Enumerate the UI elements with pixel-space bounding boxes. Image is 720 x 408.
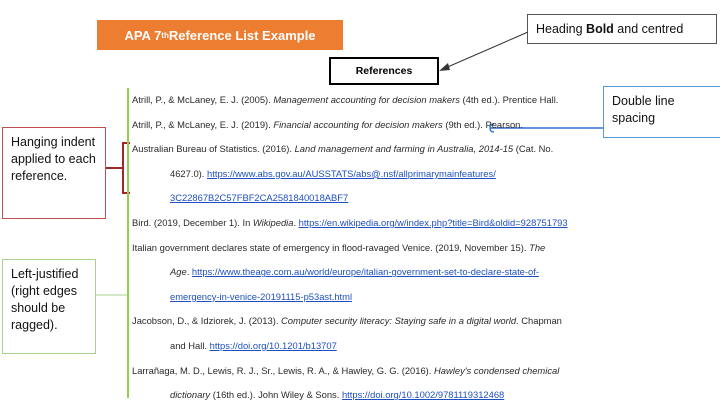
ref4-link[interactable]: https://en.wikipedia.org/w/index.php?title=Bird&oldid=928751793 [298,216,568,228]
ref3-link-cont[interactable]: 3C22867B2C57FBF2CA2581840018ABF7 [170,192,349,204]
callout-hanging-indent: Hanging indent applied to each reference. [2,127,106,219]
ref6-rest: . Chapman [516,315,562,327]
ref5-source-cont: Age [170,266,187,278]
reference-line-indented [132,186,600,211]
ref7-title: Hawley's condensed chemical [434,364,560,376]
ref5-link[interactable]: https://www.theage.com.au/world/europe/italian-government-set-to-declare-state-of- [191,266,539,278]
callout-double-spacing: Double line spacing [603,86,720,138]
ref3-title: Land management and farming in Australia, 2014-15 [294,143,514,155]
ref3-catno: 4627.0). [170,167,208,179]
ref2-authors: Atrill, P., & McLaney, E. J. (2019). [132,118,274,130]
reference-line-indented [132,334,600,359]
banner-title-rest: Reference List Example [168,27,316,43]
ref7-rest: (16th ed.). John Wiley & Sons. [210,389,342,401]
ref5-link-cont[interactable]: emergency-in-venice-20191115-p53ast.html [170,290,353,302]
ref4-authors: Bird. (2019, December 1). In [132,216,253,228]
heading-arrow-line [443,32,528,69]
ref2-rest: (9th ed.). Pearson. [442,118,523,130]
reference-list [132,88,600,408]
callout-heading-pre: Heading [536,22,587,36]
ref4-title: Wikipedia [252,216,294,228]
ref3-link[interactable]: https://www.abs.gov.au/AUSSTATS/abs@.nsf/allprimarymainfeatures/ [207,167,496,179]
reference-line [132,88,600,113]
reference-line [132,137,600,162]
left-margin-line [127,88,129,398]
ref6-authors: Jacobson, D., & Idziorek, J. (2013). [132,315,282,327]
reference-line [132,236,600,261]
reference-line-indented [132,383,600,408]
ref3-rest: (Cat. No. [513,143,554,155]
reference-line-indented [132,162,600,187]
ref5-source: The [529,241,546,253]
callout-heading-bold: Bold [586,22,614,36]
ref6-publisher: and Hall. [170,339,210,351]
ref6-link[interactable]: https://doi.org/10.1201/b13707 [209,339,337,351]
reference-line [132,113,600,138]
reference-line [132,359,600,384]
banner-title-part: APA 7 [124,27,162,43]
ref6-title: Computer security literacy: Staying safe in a digital world [281,315,517,327]
ref5-sep: . [186,266,192,278]
ref1-title: Management accounting for decision makers [273,94,460,105]
banner-title-superscript: th [161,30,169,40]
ref1-rest: (4th ed.). Prentice Hall. [459,94,559,105]
ref5-title: Italian government declares state of emergency in flood-ravaged Venice. (2019, November 15). [132,241,530,253]
reference-line-indented [132,260,600,285]
callout-heading-post: and centred [613,22,684,36]
ref7-title-cont: dictionary [170,389,211,401]
reference-line-indented [132,285,600,310]
reference-line [132,309,600,334]
ref4-sep: . [293,216,299,228]
ref2-title: Financial accounting for decision makers [273,118,443,130]
reference-line [132,211,600,236]
heading-arrow-head [439,63,450,71]
references-heading: References [329,57,439,85]
callout-left-justified: Left-justified (right edges should be ragged). [2,259,96,354]
ref1-authors: Atrill, P., & McLaney, E. J. (2005). [132,94,274,105]
ref7-authors: Larrañaga, M. D., Lewis, R. J., Sr., Lewis, R. A., & Hawley, G. G. (2016). [132,364,435,376]
ref7-link[interactable]: https://doi.org/10.1002/9781119312468 [341,389,505,401]
ref3-authors: Australian Bureau of Statistics. (2016). [132,143,295,155]
